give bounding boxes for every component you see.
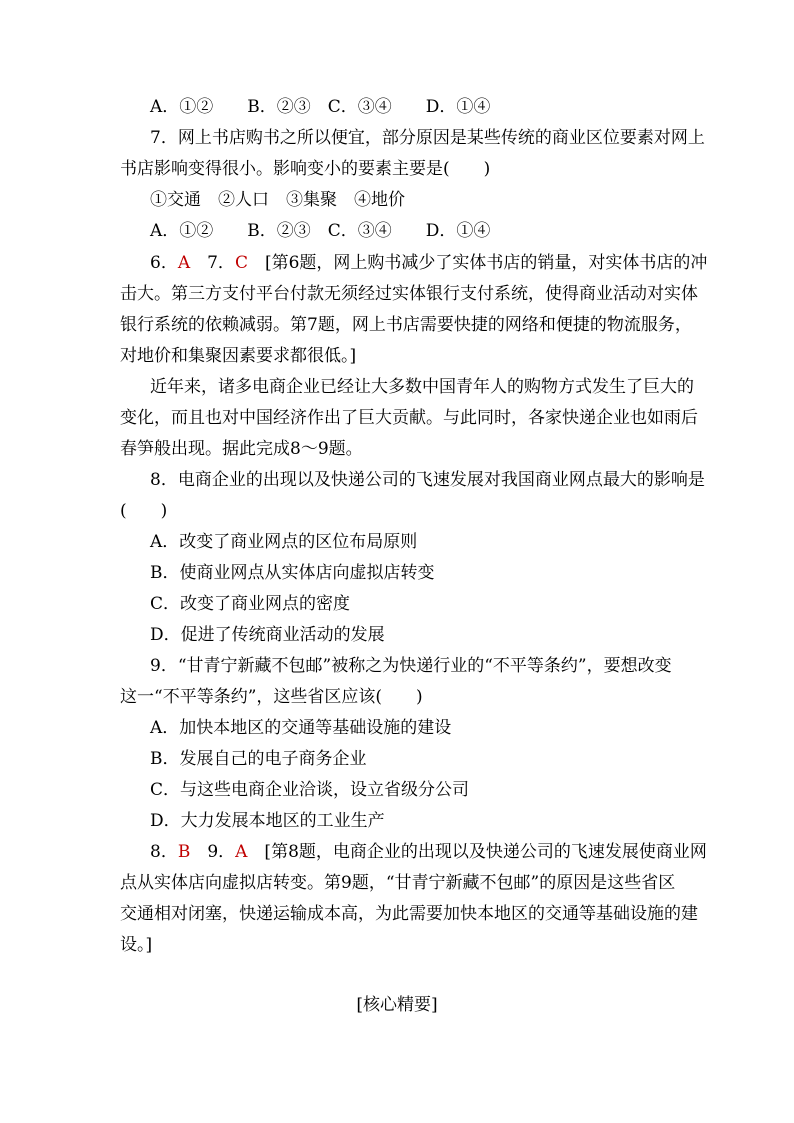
answer-6-label: 6．	[150, 253, 178, 273]
q8-option-c: C．改变了商业网点的密度	[150, 594, 351, 614]
q9-stem-line-2: 这一“不平等条约”，这些省区应该( )	[120, 687, 423, 707]
answer-8-9-line-3: 交通相对闭塞，快递运输成本高，为此需要加快本地区的交通等基础设施的建	[120, 904, 698, 924]
q9-option-a: A．加快本地区的交通等基础设施的建设	[150, 718, 452, 738]
q6-options: A．①② B．②③ C．③④ D．①④	[150, 97, 491, 117]
passage-line-1: 近年来，诸多电商企业已经让大多数中国青年人的购物方式发生了巨大的	[150, 377, 694, 397]
answer-8-9-line-4: 设。]	[120, 935, 153, 955]
answer-9-label: 9．	[190, 842, 236, 862]
q9-option-b: B．发展自己的电子商务企业	[150, 749, 367, 769]
q8-option-d: D．促进了传统商业活动的发展	[150, 625, 385, 645]
answer-9-choice: A	[235, 842, 248, 862]
passage-line-3: 春笋般出现。据此完成8～9题。	[120, 439, 363, 459]
q9-stem-line-1: 9．“甘青宁新藏不包邮”被称之为快递行业的“不平等条约”，要想改变	[150, 656, 672, 676]
answer-6-7-line-2: 击大。第三方支付平台付款无须经过实体银行支付系统，使得商业活动对实体	[120, 284, 698, 304]
q8-option-b: B．使商业网点从实体店向虚拟店转变	[150, 563, 435, 583]
answer-8-9-explanation-start: [第8题，电商企业的出现以及快递公司的飞速发展使商业网	[247, 842, 707, 862]
answer-6-7-line-3: 银行系统的依赖减弱。第7题，网上书店需要快捷的网络和便捷的物流服务，	[120, 315, 692, 335]
q8-stem-line-2: ( )	[120, 501, 168, 521]
answer-8-9-line-2: 点从实体店向虚拟店转变。第9题，“甘青宁新藏不包邮”的原因是这些省区	[120, 873, 676, 893]
q7-items: ①交通 ②人口 ③集聚 ④地价	[150, 190, 405, 210]
answer-8-label: 8．	[150, 842, 178, 862]
q7-options: A．①② B．②③ C．③④ D．①④	[150, 221, 491, 241]
passage-line-2: 变化，而且也对中国经济作出了巨大贡献。与此同时，各家快递企业也如雨后	[120, 408, 698, 428]
q9-option-c: C．与这些电商企业洽谈，设立省级分公司	[150, 780, 470, 800]
answer-6-choice: A	[177, 253, 191, 273]
q9-option-d: D．大力发展本地区的工业生产	[150, 811, 385, 831]
answer-8-9-line-1	[150, 842, 707, 862]
section-heading: [核心精要]	[356, 995, 438, 1015]
q7-stem-line-2: 书店影响变得很小。影响变小的要素主要是( )	[120, 159, 491, 179]
answer-7-choice: C	[234, 253, 248, 273]
answer-8-choice: B	[177, 842, 191, 862]
q7-stem-line-1: 7．网上书店购书之所以便宜，部分原因是某些传统的商业区位要素对网上	[150, 128, 705, 148]
q8-option-a: A．改变了商业网点的区位布局原则	[150, 532, 418, 552]
answer-6-7-line-4: 对地价和集聚因素要求都很低。]	[120, 346, 357, 366]
answer-7-label: 7．	[190, 253, 235, 273]
answer-6-7-line-1	[150, 253, 707, 273]
answer-6-7-explanation-start: [第6题，网上购书减少了实体书店的销量，对实体书店的冲	[247, 253, 708, 273]
q8-stem-line-1: 8．电商企业的出现以及快递公司的飞速发展对我国商业网点最大的影响是	[150, 470, 705, 490]
